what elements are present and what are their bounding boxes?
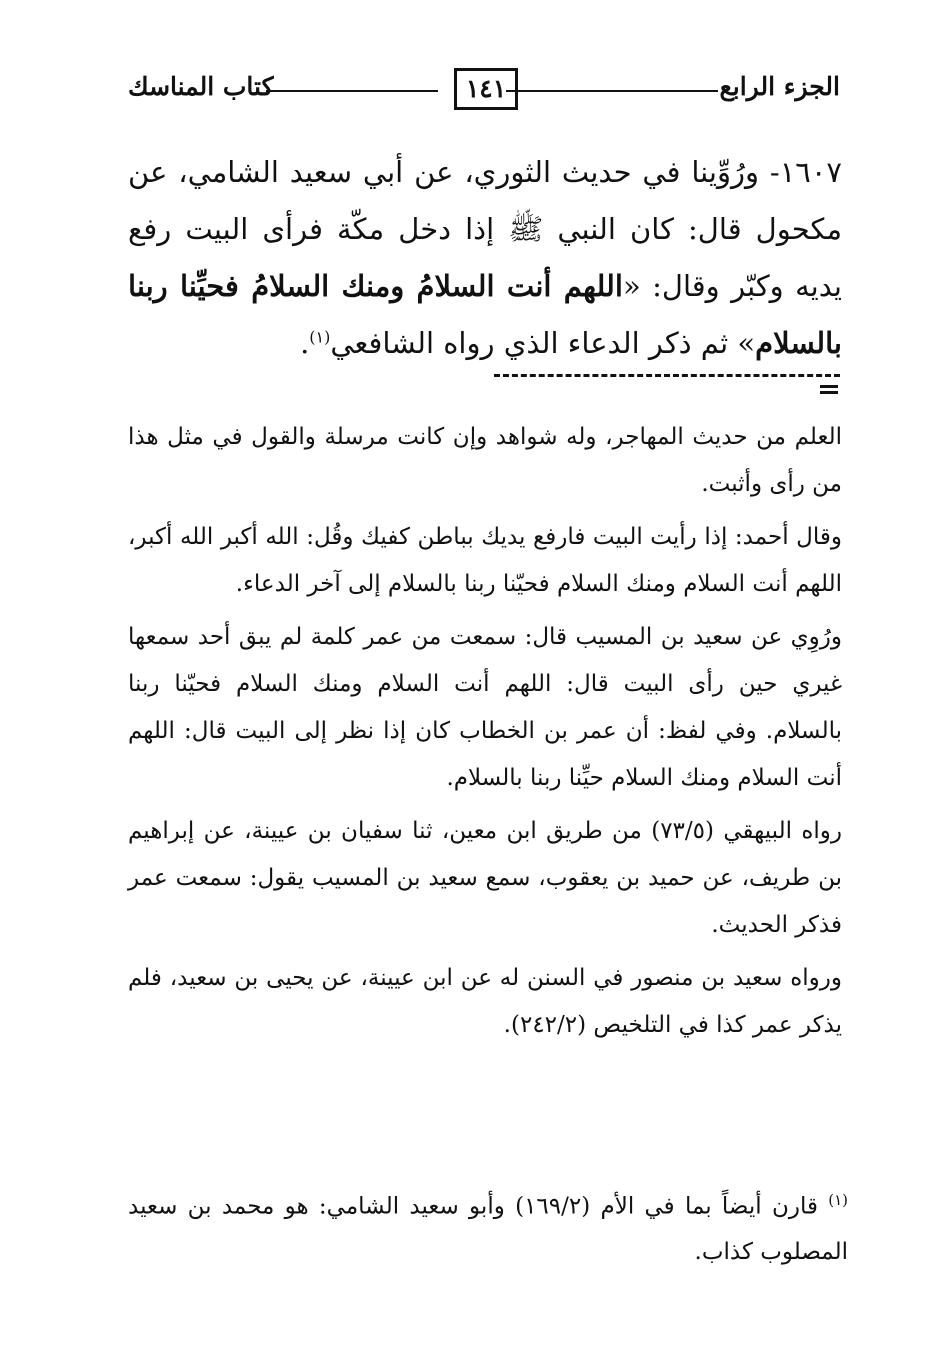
hadith-text-b: » ثم ذكر الدعاء الذي رواه الشافعي [330, 326, 756, 360]
footnote-reference: (١) [309, 327, 331, 347]
note-paragraph: رواه البيهقي (٧٣/٥) من طريق ابن معين، ثنا سفيان بن عيينة، عن إبراهيم بن طريف، عن حميد بن يعقوب، سمع سعيد بن المسيب يقول: سمعت عمر فذكر الحديث. [128, 818, 842, 938]
header-book-title: كتاب المناسك [128, 72, 274, 101]
continuation-mark [820, 385, 838, 395]
header-part-label: الجزء الرابع [719, 72, 840, 101]
footnote-text: قارن أيضاً بما في الأم (١٦٩/٢) وأبو سعيد الشامي: هو محمد بن سعيد المصلوب كذاب. [128, 1193, 848, 1265]
footnote [128, 1178, 848, 1275]
hadith-paragraph [128, 144, 842, 372]
running-header [128, 64, 840, 114]
note-paragraph: العلم من حديث المهاجر، وله شواهد وإن كانت مرسلة والقول في مثل هذا من رأى وأثبت. [128, 424, 842, 497]
header-rule-right [506, 90, 718, 92]
hadith-number: ١٦٠٧- [769, 155, 842, 189]
hadith-dua-bold: اللهم أنت السلامُ ومنك السلامُ فحيِّنا ربنا بالسلام [128, 269, 842, 360]
page-number: ١٤١ [465, 74, 507, 103]
page-number-box [454, 68, 518, 110]
note-paragraph: ورواه سعيد بن منصور في السنن له عن ابن عيينة، عن يحيى بن سعيد، فلم يذكر عمر كذا في التلخيص (٢٤٢/٢). [128, 965, 842, 1038]
main-text [128, 144, 842, 372]
header-rule-left [266, 90, 438, 92]
note-paragraph: وقال أحمد: إذا رأيت البيت فارفع يديك بباطن كفيك وقُل: الله أكبر الله أكبر، اللهم أنت السلام ومنك السلام فحيّنا ربنا بالسلام إلى آخر الدعاء. [128, 524, 842, 597]
footnote-marker: (١) [828, 1191, 849, 1209]
notes-separator [494, 374, 840, 377]
hadith-end: . [300, 326, 310, 360]
hadith-text-a: ورُوِّينا في حديث الثوري، عن أبي سعيد الشامي، عن مكحول قال: كان النبي ﷺ إذا دخل مكّة فرأى البيت رفع يديه وكبّر وقال: « [128, 155, 842, 303]
note-paragraph: ورُوِي عن سعيد بن المسيب قال: سمعت من عمر كلمة لم يبق أحد سمعها غيري حين رأى البيت قال: اللهم أنت السلام ومنك السلام فحيّنا ربنا بالسلام. وفي لفظ: أن عمر بن الخطاب كان إذا نظر إلى البيت قال: اللهم أنت السلام ومنك السلام حيِّنا ربنا بالسلام. [128, 624, 842, 791]
commentary-notes [128, 414, 842, 1055]
